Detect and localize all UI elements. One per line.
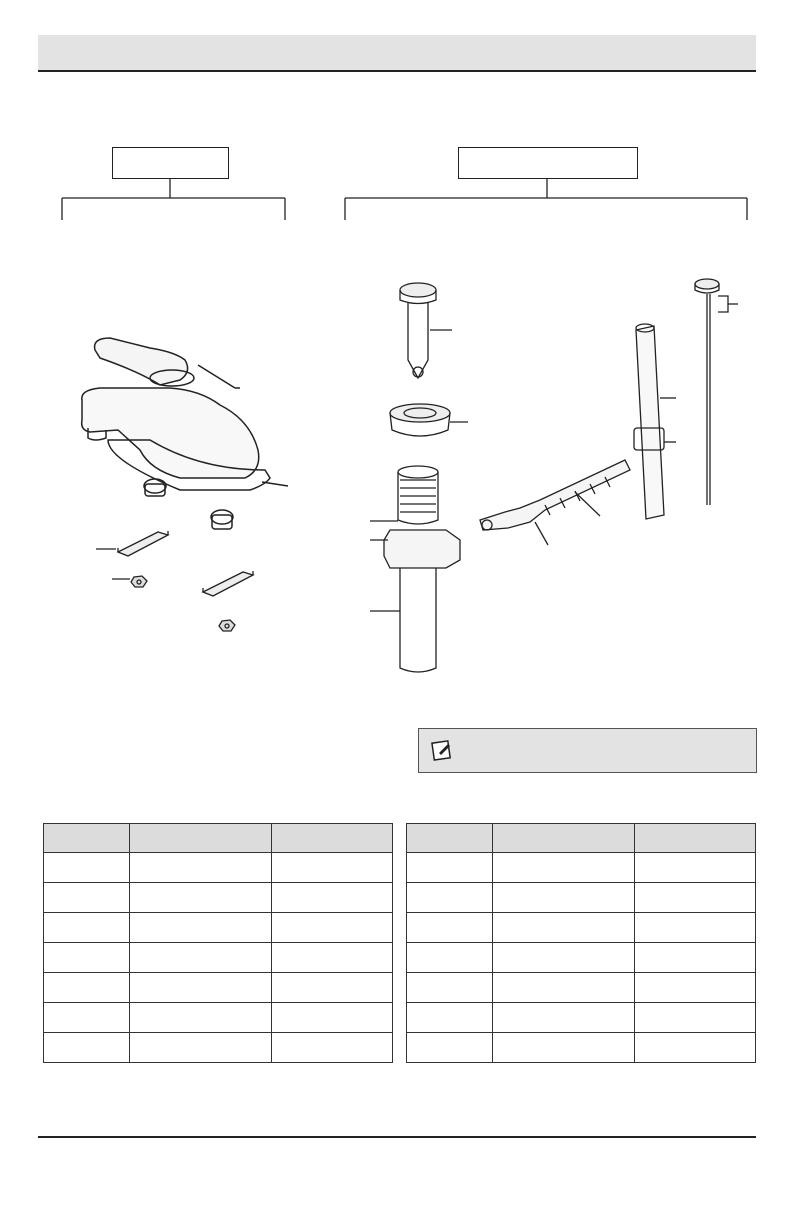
table-row xyxy=(44,943,393,973)
lift-rod-drawing xyxy=(695,279,738,505)
table-cell xyxy=(130,973,272,1003)
table-cell xyxy=(44,1003,130,1033)
table-row xyxy=(44,1033,393,1063)
table-cell xyxy=(493,973,635,1003)
mounting-hardware xyxy=(96,531,253,631)
table-cell xyxy=(44,853,130,883)
table-cell xyxy=(407,1003,493,1033)
table-cell xyxy=(635,883,756,913)
table-row xyxy=(44,883,393,913)
table-cell xyxy=(493,1003,635,1033)
table-row xyxy=(407,973,756,1003)
faucet-bracket xyxy=(62,178,285,220)
table-cell xyxy=(407,853,493,883)
table-cell xyxy=(44,913,130,943)
footer-rule xyxy=(38,1136,756,1138)
table-row xyxy=(407,943,756,973)
table-cell xyxy=(407,1033,493,1063)
table-cell xyxy=(493,913,635,943)
table-cell xyxy=(635,943,756,973)
table-cell xyxy=(130,943,272,973)
header-cell xyxy=(130,824,272,853)
table-row xyxy=(44,913,393,943)
header-cell xyxy=(407,824,493,853)
table-cell xyxy=(130,913,272,943)
table-cell xyxy=(44,1033,130,1063)
table-cell xyxy=(635,973,756,1003)
header-cell xyxy=(635,824,756,853)
table-cell xyxy=(130,1003,272,1033)
note-box xyxy=(418,728,757,773)
table-cell xyxy=(272,1003,393,1033)
drain-body-drawing xyxy=(370,466,460,672)
table-cell xyxy=(130,853,272,883)
table-row xyxy=(44,853,393,883)
table-cell xyxy=(272,973,393,1003)
table-cell xyxy=(493,943,635,973)
table-row xyxy=(407,883,756,913)
header-cell xyxy=(272,824,393,853)
table-cell xyxy=(272,913,393,943)
table-cell xyxy=(635,853,756,883)
table-cell xyxy=(407,913,493,943)
table-row xyxy=(407,1033,756,1063)
table-header-row xyxy=(407,824,756,853)
table-cell xyxy=(493,883,635,913)
table-cell xyxy=(493,1033,635,1063)
note-pencil-icon xyxy=(431,739,453,761)
table-cell xyxy=(635,1003,756,1033)
drain-bracket xyxy=(345,178,747,220)
parts-table-right xyxy=(406,823,756,1063)
table-cell xyxy=(272,1033,393,1063)
table-row xyxy=(44,973,393,1003)
table-cell xyxy=(272,883,393,913)
table-cell xyxy=(44,973,130,1003)
table-cell xyxy=(407,883,493,913)
clevis-strap-drawing xyxy=(634,324,676,519)
header-cell xyxy=(44,824,130,853)
table-cell xyxy=(635,913,756,943)
table-cell xyxy=(635,1033,756,1063)
pivot-rod-drawing xyxy=(480,460,630,545)
table-row xyxy=(407,1003,756,1033)
table-row xyxy=(407,853,756,883)
parts-table-left xyxy=(43,823,393,1063)
header-cell xyxy=(493,824,635,853)
table-row xyxy=(44,1003,393,1033)
table-cell xyxy=(130,883,272,913)
table-header-row xyxy=(44,824,393,853)
table-cell xyxy=(272,943,393,973)
table-cell xyxy=(493,853,635,883)
table-row xyxy=(407,913,756,943)
table-cell xyxy=(44,943,130,973)
stopper-drawing xyxy=(400,283,452,378)
table-cell xyxy=(272,853,393,883)
table-cell xyxy=(407,943,493,973)
table-cell xyxy=(44,883,130,913)
flange-drawing xyxy=(390,404,468,436)
table-cell xyxy=(407,973,493,1003)
faucet-drawing xyxy=(82,338,288,529)
table-cell xyxy=(130,1033,272,1063)
